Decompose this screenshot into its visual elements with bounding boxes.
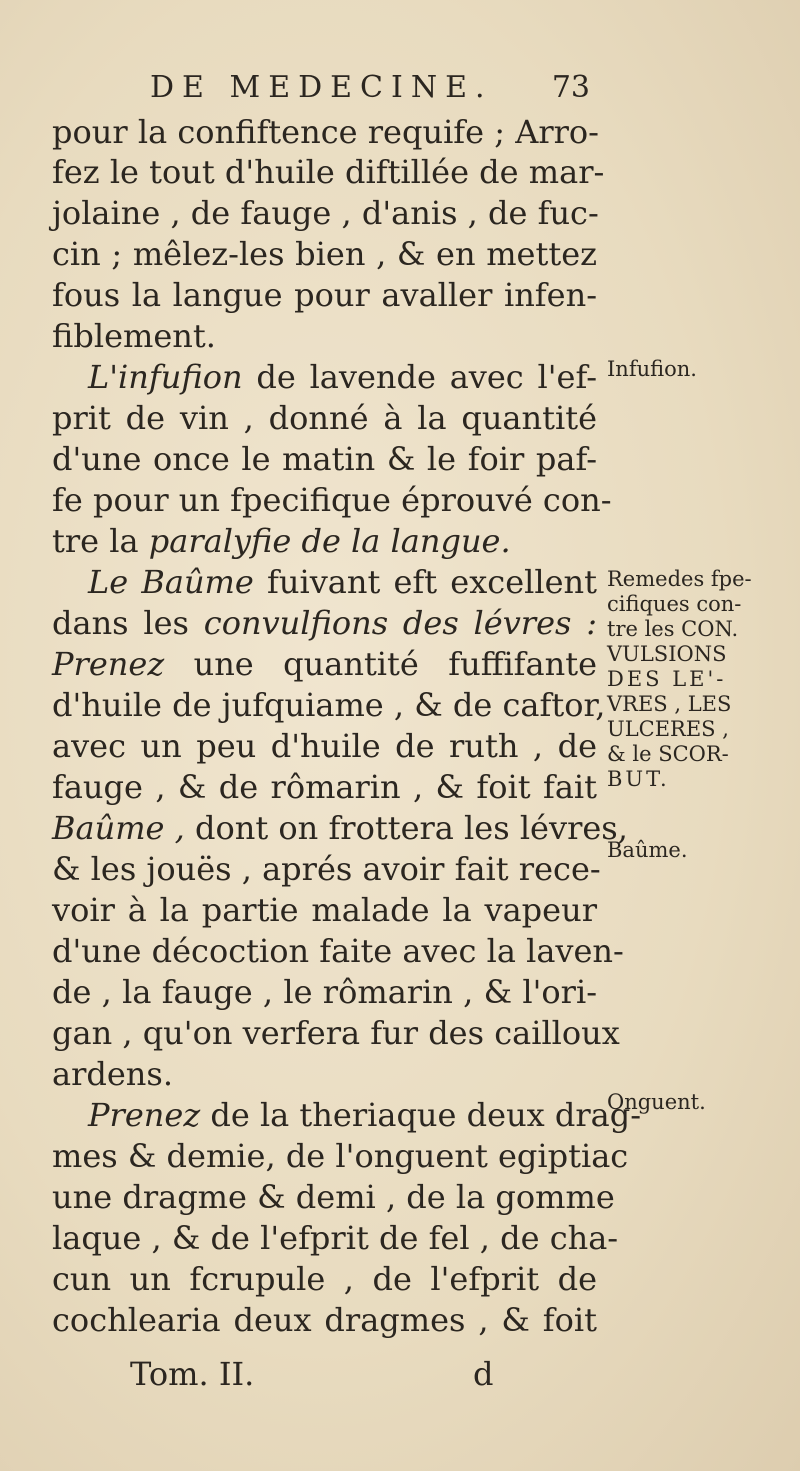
text-line: cin ; mêlez-les bien , & en mettez: [52, 235, 597, 273]
text-line: & les jouës , aprés avoir fait rece-: [52, 850, 601, 888]
text-line: d'huile de jufquiame , & de caftor,: [52, 686, 606, 724]
italic-phrase: Le Baûme: [88, 563, 254, 601]
text-line: gan , qu'on verfera fur des cailloux: [52, 1014, 620, 1052]
running-header: [150, 70, 590, 110]
margin-note-remedes: ULCERES ,: [607, 717, 729, 741]
text-line: cochlearia deux dragmes , & foit: [52, 1301, 597, 1339]
text-line: une dragme & demi , de la gomme: [52, 1178, 615, 1216]
signature-mark: d: [473, 1355, 494, 1393]
page-number: 73: [551, 70, 590, 105]
text-line: jolaine , de fauge , d'anis , de fuc-: [52, 194, 599, 232]
margin-note-remedes: tre les CON.: [607, 617, 739, 641]
text-line: fauge , & de rômarin , & foit fait: [52, 768, 597, 806]
text-line: fe pour un fpecifique éprouvé con-: [52, 481, 612, 519]
text-line: ardens.: [52, 1055, 173, 1093]
margin-note-infusion: Infufion.: [607, 357, 697, 381]
margin-note-remedes: cifiques con-: [607, 592, 742, 616]
text-line: fez le tout d'huile diftillée de mar-: [52, 153, 605, 191]
margin-note-remedes: DES LE'-: [607, 667, 727, 691]
italic-phrase: Prenez: [88, 1096, 201, 1134]
italic-phrase: L'infufion: [88, 358, 243, 396]
text-line: Prenez de la theriaque deux drag-: [88, 1096, 642, 1134]
italic-phrase: convulfions des lévres :: [203, 604, 598, 642]
italic-phrase: paralyfie de la langue.: [148, 522, 511, 560]
text-line: mes & demie, de l'onguent egiptiac: [52, 1137, 629, 1175]
text-line: de , la fauge , le rômarin , & l'ori-: [52, 973, 597, 1011]
text-line: d'une décoction faite avec la laven-: [52, 932, 624, 970]
text-line: Prenez une quantité fuffifante: [52, 645, 597, 683]
text-line: cun un fcrupule , de l'efprit de: [52, 1260, 597, 1298]
margin-note-remedes: Remedes fpe-: [607, 567, 752, 591]
text-line: tre la paralyfie de la langue.: [52, 522, 511, 560]
text-line: fiblement.: [52, 317, 216, 355]
running-title: DE MEDECINE.: [150, 70, 493, 105]
text-line: avec un peu d'huile de ruth , de: [52, 727, 597, 765]
margin-note-onguent: Onguent.: [607, 1090, 706, 1114]
text-line: d'une once le matin & le foir paf-: [52, 440, 597, 478]
italic-phrase: Baûme ,: [52, 809, 185, 847]
margin-note-remedes: VRES , LES: [607, 692, 732, 716]
margin-note-remedes: & le SCOR-: [607, 742, 729, 766]
text-line: prit de vin , donné à la quantité: [52, 399, 597, 437]
text-line: dans les convulfions des lévres :: [52, 604, 598, 642]
text-line: voir à la partie malade la vapeur: [52, 891, 597, 929]
margin-note-remedes: VULSIONS: [607, 642, 727, 666]
margin-note-remedes: BUT.: [607, 767, 670, 791]
text-line: Baûme , dont on frottera les lévres,: [52, 809, 628, 847]
text-line: fous la langue pour avaller infen-: [52, 276, 597, 314]
text-line: laque , & de l'efprit de fel , de cha-: [52, 1219, 619, 1257]
text-line: pour la confiftence requife ; Arro-: [52, 113, 599, 151]
margin-note-baume: Baûme.: [607, 838, 688, 862]
text-line: Le Baûme fuivant eft excellent: [88, 563, 598, 601]
italic-phrase: Prenez: [52, 645, 165, 683]
volume-label: Tom. II.: [130, 1355, 255, 1393]
text-line: L'infufion de lavende avec l'ef-: [88, 358, 597, 396]
